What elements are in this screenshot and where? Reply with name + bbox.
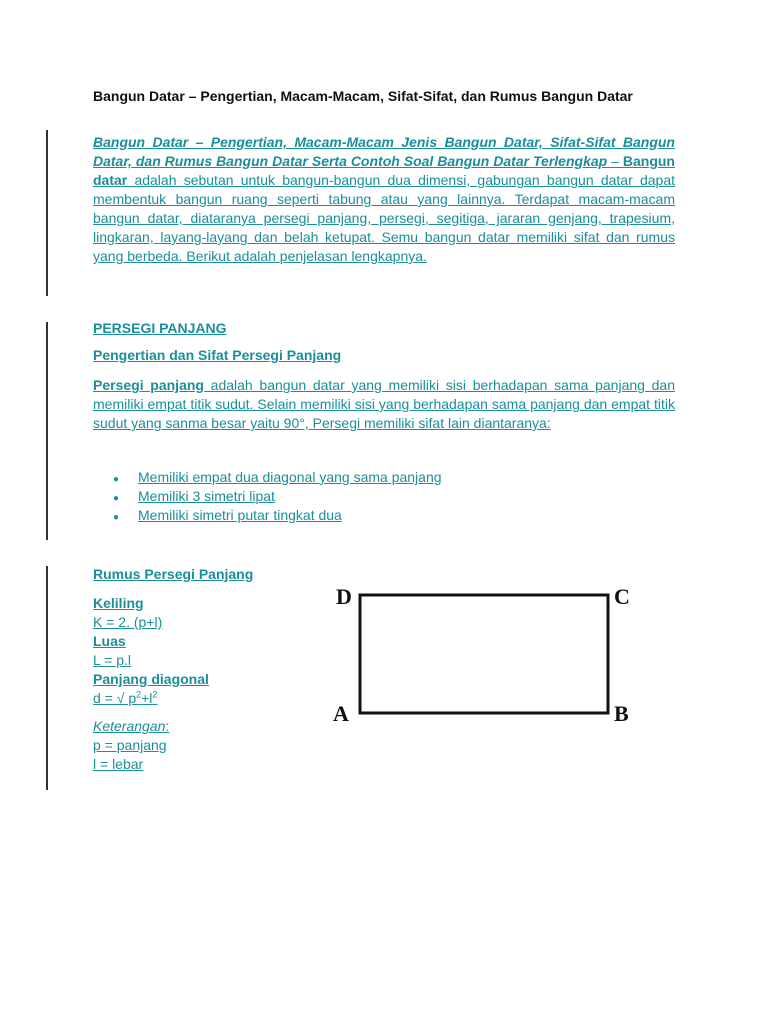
section-heading[interactable]: PERSEGI PANJANG — [93, 320, 227, 336]
keterangan-label[interactable]: Keterangan: — [93, 718, 170, 734]
keliling-value[interactable]: K = 2. (p+l) — [93, 614, 163, 630]
vertex-d-label: D — [336, 584, 352, 609]
vertex-a-label: A — [333, 701, 349, 726]
intro-dash: – — [607, 153, 623, 169]
luas-value[interactable]: L = p.l — [93, 652, 132, 668]
p-definition[interactable]: p = panjang — [93, 737, 167, 753]
l-definition[interactable]: l = lebar — [93, 756, 144, 772]
formula-title[interactable]: Rumus Persegi Panjang — [93, 566, 254, 582]
keliling-label[interactable]: Keliling — [93, 595, 144, 611]
margin-bar — [46, 130, 48, 296]
formula-block — [93, 566, 323, 774]
vertex-c-label: C — [614, 584, 630, 609]
rectangle-diagram — [330, 580, 650, 730]
intro-paragraph[interactable] — [93, 133, 675, 266]
intro-text[interactable]: adalah sebutan untuk bangun-bangun dua dimensi, gabungan bangun datar dapat membentuk bangun ruang seperti tabung atau yang lainnya. Terdapat macam-macam bangun datar, diataranya persegi panjang, persegi, segitiga, jararan genjang, trapesium, lingkaran, layang-layang dan belah ketupat. Semu bangun datar memiliki sifat dan rumus yang berbeda. Berikut adalah penjelasan lengkapnya. — [93, 172, 675, 264]
bullet-icon: ● — [113, 493, 120, 504]
property-list — [113, 468, 442, 525]
list-item[interactable]: ● Memiliki 3 simetri lipat — [113, 487, 442, 506]
diagonal-label[interactable]: Panjang diagonal — [93, 671, 209, 687]
page-title: Bangun Datar – Pengertian, Macam-Macam, Sifat-Sifat, dan Rumus Bangun Datar — [93, 88, 633, 104]
diagonal-value[interactable]: d = √ $p^2+l^2$ — [93, 689, 158, 706]
intro-lead-link[interactable]: Bangun Datar – Pengertian, Macam-Macam Jenis Bangun Datar, Sifat-Sifat Bangun Datar, dan Rumus Bangun Datar Serta Contoh Soal Bangun Datar Terlengkap — [93, 134, 675, 169]
rectangle-shape — [330, 580, 650, 730]
vertex-b-label: B — [614, 701, 629, 726]
section-subheading[interactable]: Pengertian dan Sifat Persegi Panjang — [93, 347, 342, 363]
bullet-icon: ● — [113, 474, 120, 485]
bullet-icon: ● — [113, 512, 120, 523]
definition-term[interactable]: Persegi panjang — [93, 377, 204, 393]
list-item[interactable]: ● Memiliki simetri putar tingkat dua — [113, 506, 442, 525]
margin-bar — [46, 566, 48, 790]
luas-label[interactable]: Luas — [93, 633, 126, 649]
list-item[interactable]: ● Memiliki empat dua diagonal yang sama panjang — [113, 468, 442, 487]
margin-bar — [46, 322, 48, 540]
intro-term[interactable]: Bangun datar — [93, 153, 675, 188]
definition-text[interactable]: adalah bangun datar yang memiliki sisi berhadapan sama panjang dan memiliki empat titik sudut. Selain memiliki sisi yang berhadapan sama panjang dan empat titik sudut yang sanma besar yaitu 90°, Persegi memiliki sifat lain diantaranya: — [93, 377, 675, 431]
definition-paragraph[interactable] — [93, 376, 675, 433]
